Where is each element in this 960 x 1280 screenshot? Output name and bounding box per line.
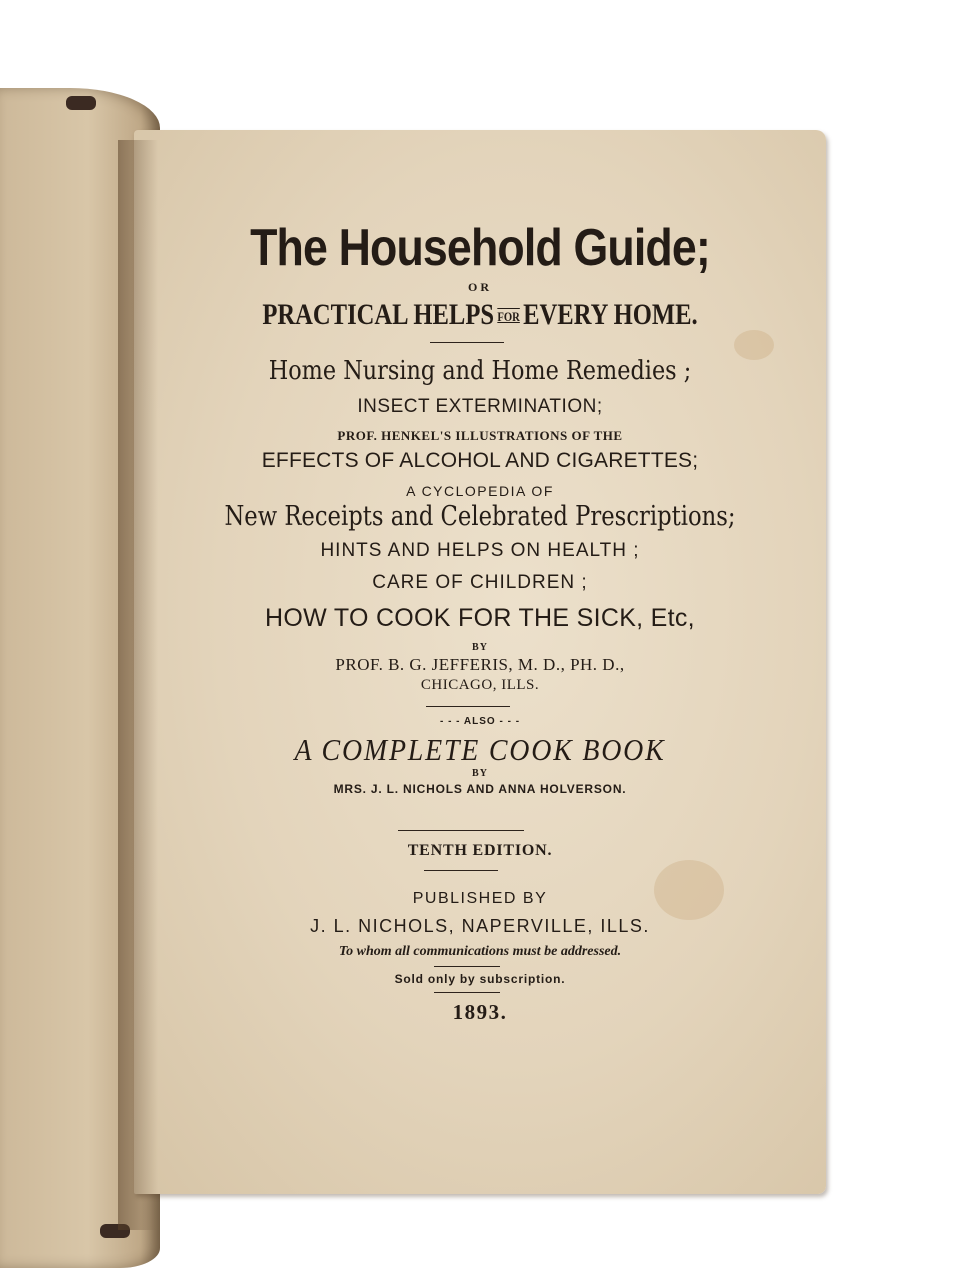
publisher: J. L. NICHOLS, NAPERVILLE, ILLS. — [310, 916, 650, 936]
subtitle-part2: EVERY HOME. — [523, 298, 698, 331]
divider-rule — [434, 966, 500, 967]
divider-rule — [430, 342, 504, 343]
contents-line-7: HINTS AND HELPS ON HEALTH ; — [320, 540, 640, 561]
contents-line-3: PROF. HENKEL'S ILLUSTRATIONS OF THE — [337, 428, 623, 443]
contents-line-6: New Receipts and Celebrated Prescriptions; — [224, 501, 736, 532]
published-by: PUBLISHED BY — [412, 890, 548, 907]
book-title: The Household Guide; — [250, 219, 710, 277]
subtitle-for: FOR — [497, 309, 520, 325]
divider-rule — [426, 706, 510, 707]
communications-note: To whom all communications must be addressed. — [338, 944, 622, 959]
divider-rule — [424, 870, 498, 871]
author-name: PROF. B. G. JEFFERIS, M. D., PH. D., — [335, 655, 625, 674]
contents-line-1: Home Nursing and Home Remedies ; — [268, 356, 692, 386]
publication-year: 1893. — [452, 1000, 508, 1024]
divider-rule — [434, 992, 500, 993]
contents-line-4: EFFECTS OF ALCOHOL AND CIGARETTES; — [261, 449, 699, 472]
contents-line-5: A CYCLOPEDIA OF — [406, 483, 554, 499]
divider-rule — [398, 830, 524, 831]
also-label: - - - ALSO - - - — [439, 716, 521, 727]
contents-line-2: INSECT EXTERMINATION; — [357, 396, 603, 417]
author-location: CHICAGO, ILLS. — [420, 677, 540, 693]
by-label-2: BY — [472, 768, 488, 779]
subtitle — [196, 298, 763, 332]
subscription-note: Sold only by subscription. — [394, 972, 566, 986]
spine-headband-top — [66, 96, 96, 110]
by-label: BY — [472, 642, 488, 653]
page-gutter-shadow — [118, 140, 158, 1230]
title-or: OR — [468, 280, 492, 294]
title-page — [134, 130, 826, 1194]
contents-line-8: CARE OF CHILDREN ; — [372, 572, 588, 593]
cookbook-authors: MRS. J. L. NICHOLS AND ANNA HOLVERSON. — [333, 782, 627, 796]
subtitle-part1: PRACTICAL HELPS — [262, 298, 495, 331]
edition: TENTH EDITION. — [407, 842, 553, 859]
contents-line-9: HOW TO COOK FOR THE SICK, Etc, — [265, 604, 695, 632]
cookbook-title: A COMPLETE COOK BOOK — [294, 732, 666, 767]
